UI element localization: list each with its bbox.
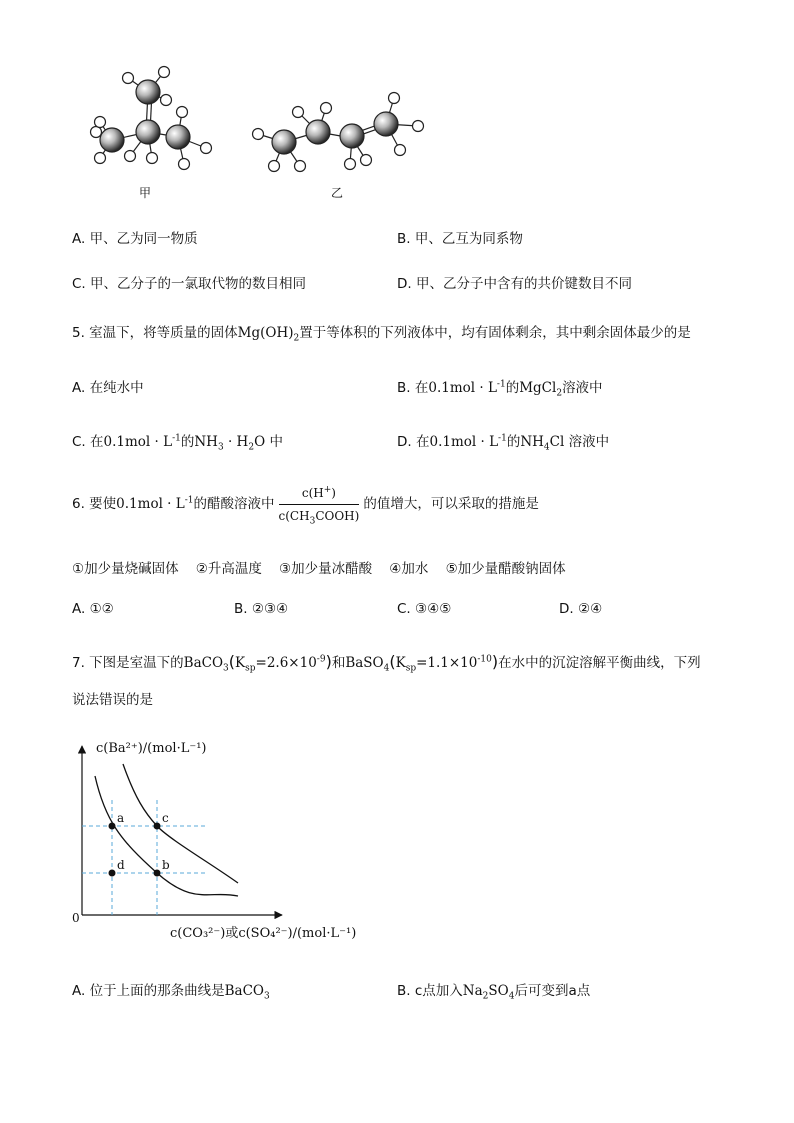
series-line-lower <box>95 776 238 896</box>
q6-option-a: A. ①② <box>72 601 114 617</box>
series-line-upper <box>123 764 238 883</box>
point-a <box>109 823 116 830</box>
molecule-figure <box>60 60 460 210</box>
q7-option-b: B. c点加入$Na_2SO_4$后可变到a点 <box>397 983 591 1002</box>
q7-stem: 7. 下图是室温下的$BaCO_3(K_{sp}=2.6\times 10^{-9})$和$BaSO_4(K_{sp}=1.1\times 10^{-10})$在水中的沉淀溶解平衡曲线，下列 <box>72 652 701 674</box>
q5-option-c: C. 在$0.1mol \cdot L^{-1}$的$NH_3 \cdot H_2O$ 中 <box>72 433 283 453</box>
q5-option-a: A. 在纯水中 <box>72 380 144 396</box>
x-axis-label: c(CO₃²⁻)或c(SO₄²⁻)/(mol·L⁻¹) <box>170 926 357 941</box>
q6-stem: 6. 要使$0.1mol \cdot L^{-1}$的醋酸溶液中 $\frac{c(H^+)}{c(CH_3COOH)}$ 的值增大，可以采取的措施是 <box>72 484 539 526</box>
q6-option-d: D. ②④ <box>559 601 603 617</box>
q7-chart <box>60 728 380 953</box>
q5-option-b: B. 在$0.1mol \cdot L^{-1}$的MgCl$_2$溶液中 <box>397 379 603 399</box>
q5-option-d: D. 在$0.1mol \cdot L^{-1}$的$NH_4Cl$ 溶液中 <box>397 433 610 453</box>
q4-option-d: D. 甲、乙分子中含有的共价键数目不同 <box>397 276 632 292</box>
q7-stem-line2: 说法错误的是 <box>72 692 153 708</box>
point-label-c: c <box>162 811 169 825</box>
q6-option-b: B. ②③④ <box>234 601 289 617</box>
point-b <box>154 870 161 877</box>
q6-measures: ①加少量烧碱固体 ②升高温度 ③加少量冰醋酸 ④加水 ⑤加少量醋酸钠固体 <box>72 561 566 577</box>
q4-option-a: A. 甲、乙为同一物质 <box>72 231 198 247</box>
point-label-b: b <box>162 858 170 872</box>
point-c <box>154 823 161 830</box>
label-jia: 甲 <box>139 186 152 200</box>
q6-option-c: C. ③④⑤ <box>397 601 452 617</box>
point-label-d: d <box>117 858 125 872</box>
point-d <box>109 870 116 877</box>
y-axis-label: c(Ba²⁺)/(mol·L⁻¹) <box>96 741 207 756</box>
origin-label: 0 <box>72 911 80 925</box>
point-label-a: a <box>117 811 125 825</box>
q5-stem: 5. 室温下，将等质量的固体$Mg(OH)_2$置于等体积的下列液体中，均有固体剩余，其中剩余固体最少的是 <box>72 325 691 344</box>
molecule-yi <box>253 93 424 172</box>
label-yi: 乙 <box>331 186 344 200</box>
q4-option-b: B. 甲、乙互为同系物 <box>397 231 523 247</box>
q7-option-a: A. 位于上面的那条曲线是BaCO$_3$ <box>72 983 270 1002</box>
q4-option-c: C. 甲、乙分子的一氯取代物的数目相同 <box>72 276 307 292</box>
molecule-jia <box>91 67 212 170</box>
q6-fraction: $\frac{c(H^+)}{c(CH_3COOH)}$ <box>278 484 360 526</box>
